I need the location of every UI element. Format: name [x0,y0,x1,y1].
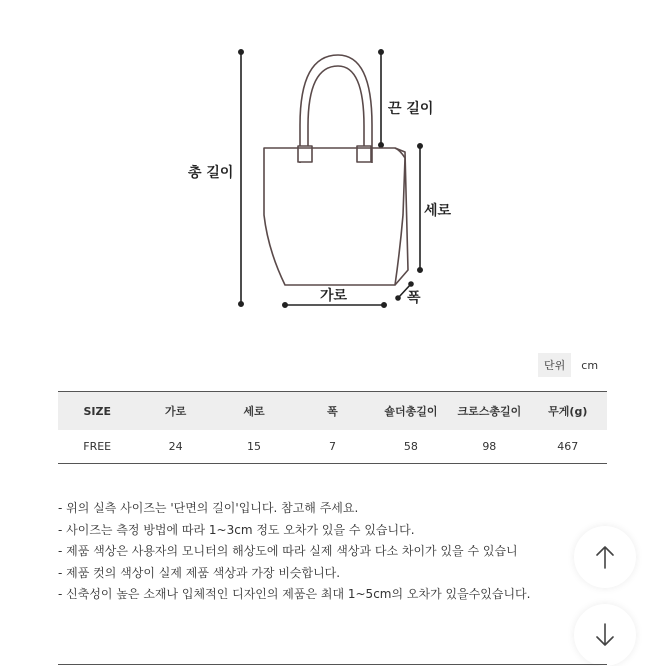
cell-width: 24 [136,430,214,464]
cell-depth: 7 [293,430,371,464]
depth-label: 폭 [407,290,421,306]
cell-shoulder-length: 58 [372,430,450,464]
notes-list [58,498,530,606]
unit-label: 단위 [538,353,571,377]
header-weight: 무게(g) [529,392,607,431]
cell-height: 15 [215,430,293,464]
note-item: - 위의 실측 사이즈는 '단면의 길이'입니다. 참고해 주세요. [58,501,359,515]
cell-cross-length: 98 [450,430,528,464]
scroll-up-button[interactable] [574,526,636,588]
note-item: - 신축성이 높은 소재나 입체적인 디자인의 제품은 최대 1~5cm의 오차가 있을수있습니다. [58,587,531,601]
table-header-row [58,392,607,431]
arrow-up-icon [594,544,616,570]
header-depth: 폭 [293,392,371,431]
height-label: 세로 [424,203,452,219]
unit-indicator [538,352,598,378]
bag-outline [264,55,408,285]
header-cross-length: 크로스총길이 [450,392,528,431]
total-length-label: 총 길이 [188,165,234,181]
width-label: 가로 [320,288,348,304]
height-line [418,144,423,273]
scroll-down-button[interactable] [574,604,636,666]
note-item: - 사이즈는 측정 방법에 따라 1~3cm 정도 오차가 있을 수 있습니다. [58,522,415,537]
header-height: 세로 [215,392,293,431]
arrow-down-icon [594,622,616,648]
cell-weight: 467 [529,430,607,464]
header-shoulder-length: 숄더총길이 [372,392,450,431]
cell-size: FREE [58,430,136,464]
strap-length-line [379,50,384,148]
bottom-divider [58,664,607,665]
header-size: SIZE [58,392,136,431]
size-table [58,391,607,464]
note-item: - 제품 컷의 색상이 실제 제품 색상과 가장 비슷합니다. [58,565,341,580]
header-width: 가로 [136,392,214,431]
table-row [58,430,607,464]
strap-length-label: 끈 길이 [388,101,434,117]
note-item: - 제품 색상은 사용자의 모니터의 해상도에 따라 실제 색상과 다소 차이가 있을 수 있습니 [58,544,518,558]
total-length-line [239,50,244,307]
unit-value: cm [581,358,599,372]
